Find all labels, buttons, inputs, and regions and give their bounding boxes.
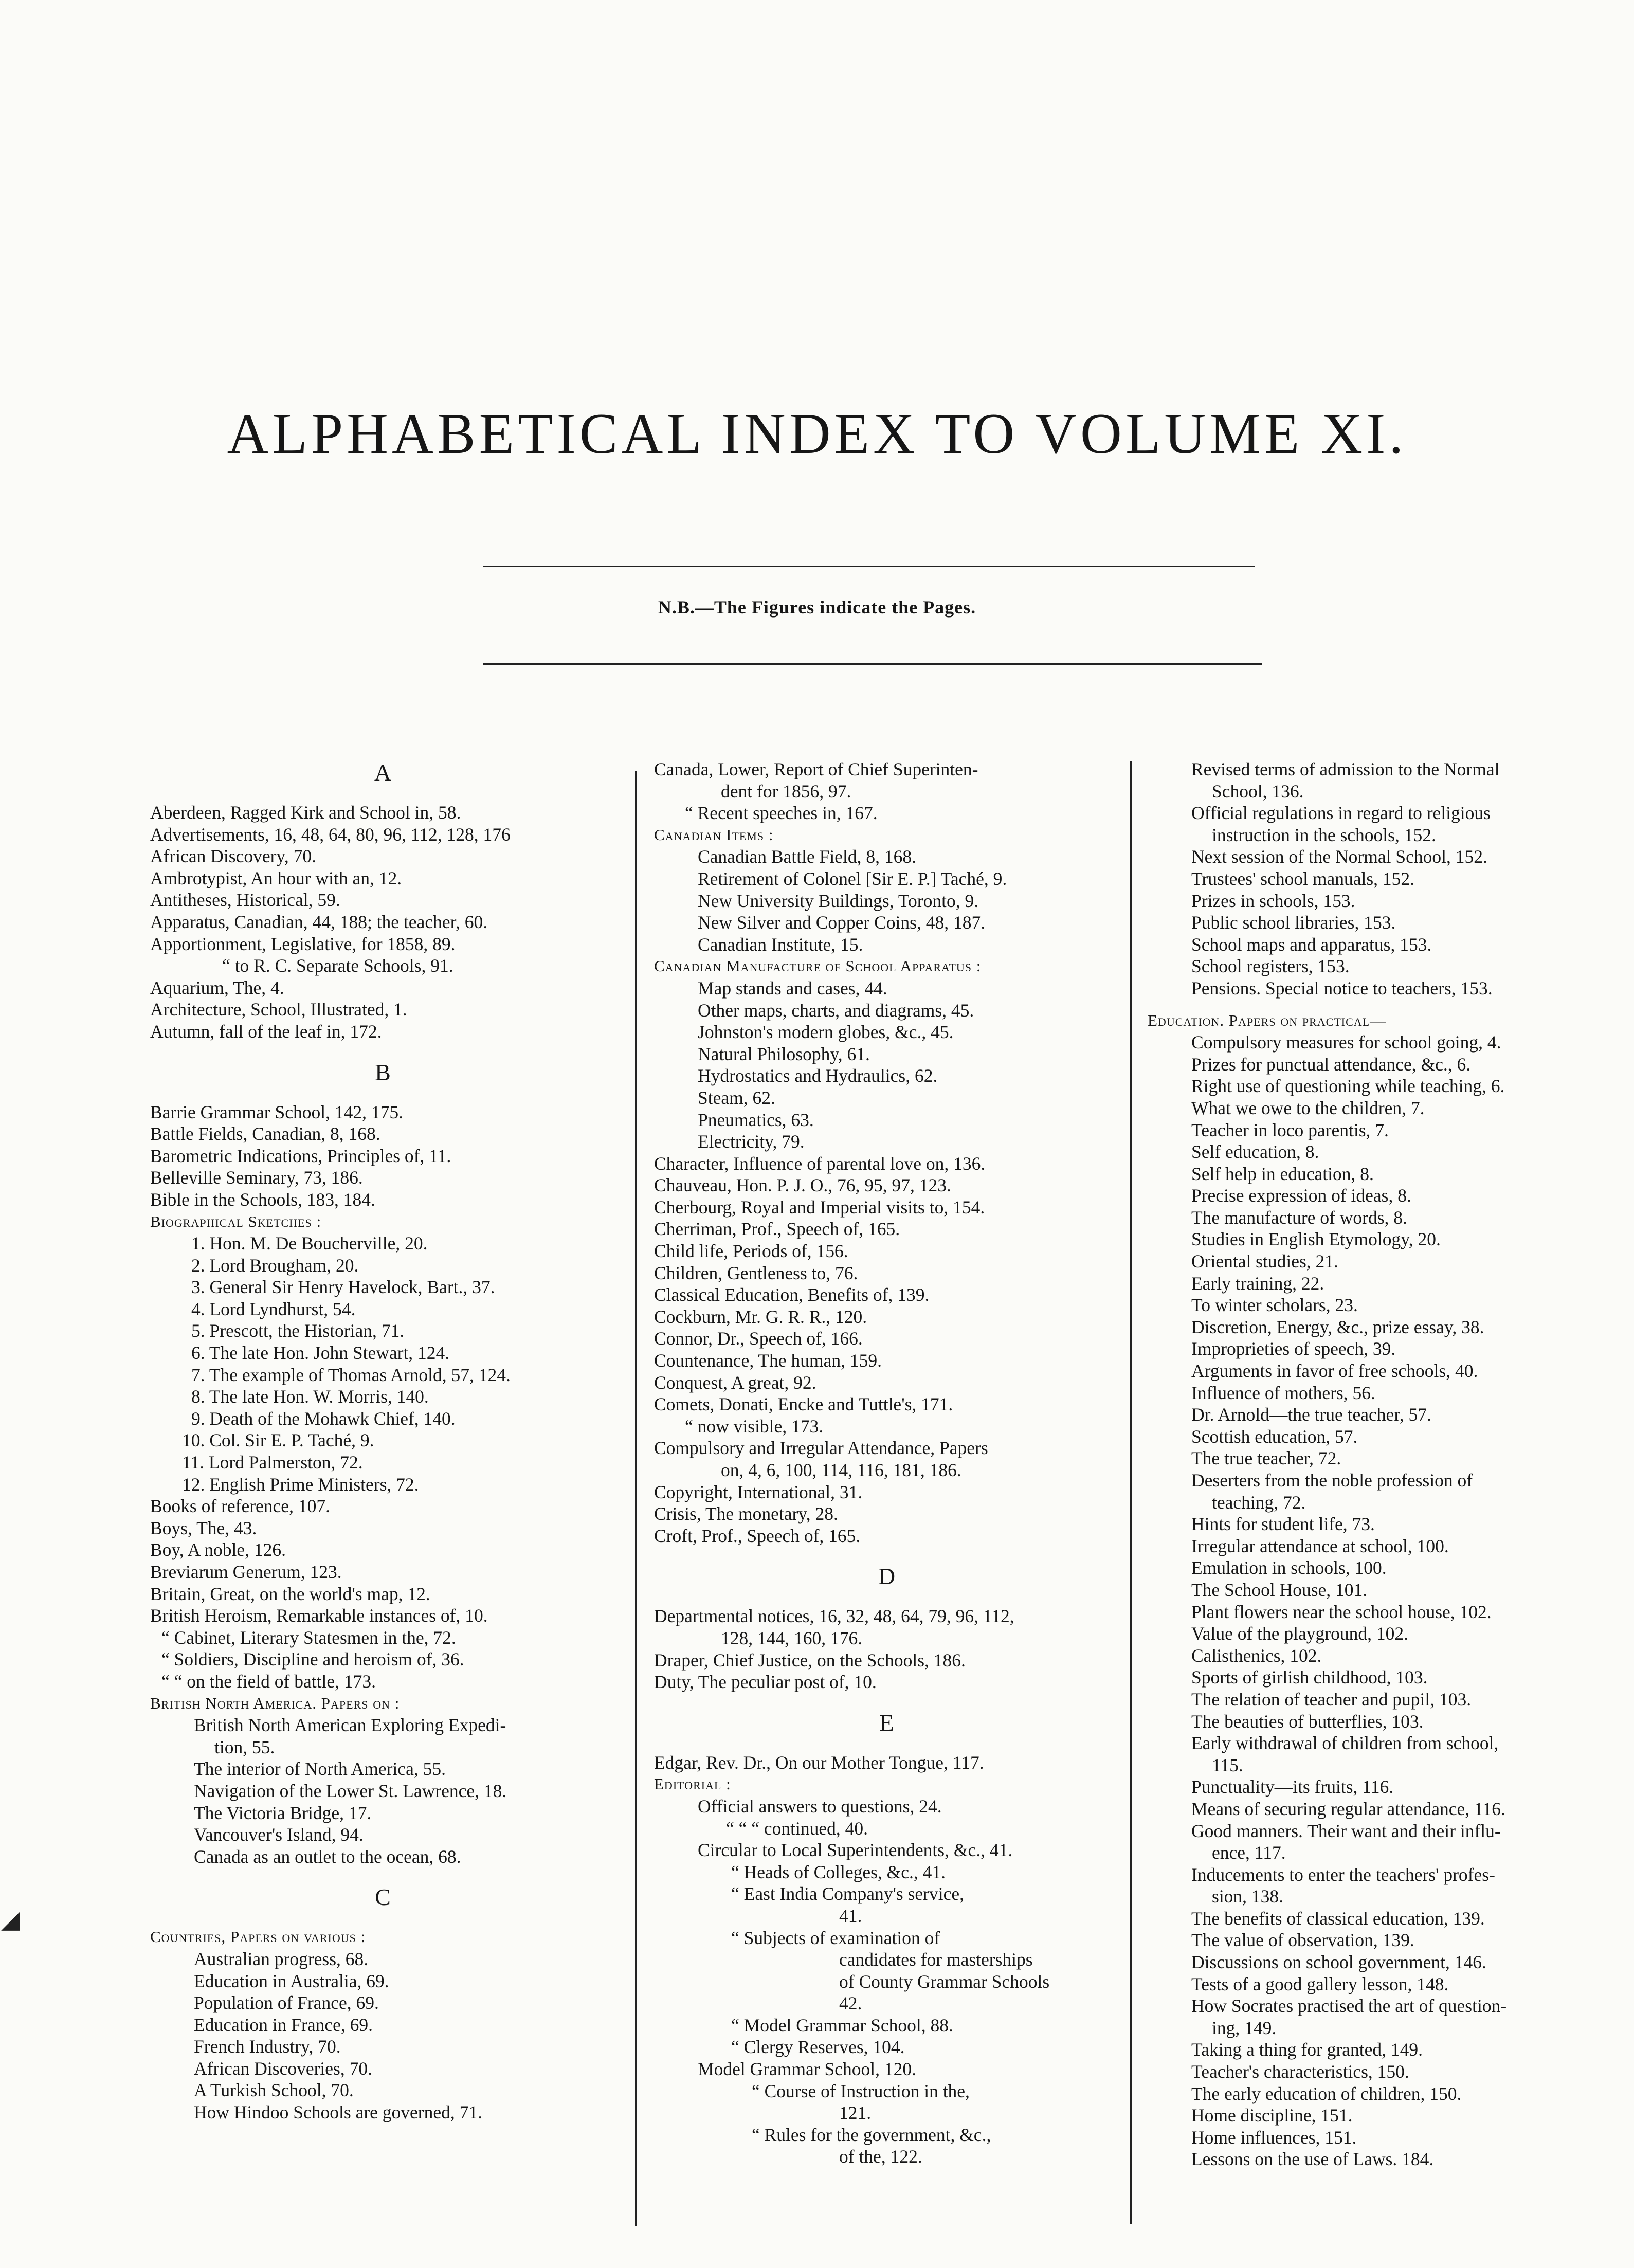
index-entry: 115. xyxy=(1212,1754,1243,1775)
index-entry: Other maps, charts, and diagrams, 45. xyxy=(698,1000,974,1021)
index-entry: Electricity, 79. xyxy=(698,1131,805,1152)
section-letter: E xyxy=(879,1709,894,1736)
index-entry: Dr. Arnold—the true teacher, 57. xyxy=(1191,1404,1431,1425)
index-entry: A Turkish School, 70. xyxy=(194,2080,354,2101)
index-entry: British North American Exploring Expedi- xyxy=(194,1715,506,1736)
index-entry: 41. xyxy=(839,1905,862,1926)
index-entry: Early withdrawal of children from school, xyxy=(1191,1733,1499,1754)
index-entry: Value of the playground, 102. xyxy=(1191,1623,1408,1644)
index-entry: “ Subjects of examination of xyxy=(731,1927,940,1948)
index-entry: Barrie Grammar School, 142, 175. xyxy=(150,1101,403,1122)
index-entry: The true teacher, 72. xyxy=(1191,1448,1341,1469)
index-column-1 xyxy=(150,758,615,2124)
index-entry: Arguments in favor of free schools, 40. xyxy=(1191,1360,1478,1382)
index-subheading: British North America. Papers on : xyxy=(150,1694,400,1712)
index-entry: tion, 55. xyxy=(214,1736,275,1757)
index-entry: 2. Lord Brougham, 20. xyxy=(191,1255,359,1276)
index-entry: Map stands and cases, 44. xyxy=(698,977,887,999)
index-entry: Education in France, 69. xyxy=(194,2014,373,2035)
index-entry: The School House, 101. xyxy=(1191,1579,1368,1600)
index-entry: Architecture, School, Illustrated, 1. xyxy=(150,999,407,1020)
column-divider xyxy=(635,771,637,2226)
index-entry: Conquest, A great, 92. xyxy=(654,1372,816,1393)
index-entry: Prizes for punctual attendance, &c., 6. xyxy=(1191,1054,1471,1075)
index-entry: Boy, A noble, 126. xyxy=(150,1539,286,1561)
index-entry: 9. Death of the Mohawk Chief, 140. xyxy=(191,1408,456,1429)
index-entry: Inducements to enter the teachers' profes- xyxy=(1191,1864,1495,1885)
index-entry: Pneumatics, 63. xyxy=(698,1109,814,1130)
index-entry: candidates for masterships xyxy=(839,1949,1033,1970)
index-entry: Early training, 22. xyxy=(1191,1273,1324,1294)
index-entry: Punctuality—its fruits, 116. xyxy=(1191,1776,1394,1798)
index-entry: The manufacture of words, 8. xyxy=(1191,1207,1407,1228)
index-entry: Calisthenics, 102. xyxy=(1191,1645,1322,1666)
index-entry: British Heroism, Remarkable instances of, 10. xyxy=(150,1605,488,1626)
index-entry: New University Buildings, Toronto, 9. xyxy=(698,890,979,911)
index-entry: Chauveau, Hon. P. J. O., 76, 95, 97, 123. xyxy=(654,1175,951,1196)
index-entry: 42. xyxy=(839,1993,862,2014)
index-entry: Apparatus, Canadian, 44, 188; the teacher, 60. xyxy=(150,911,488,932)
index-entry: Croft, Prof., Speech of, 165. xyxy=(654,1525,861,1546)
index-entry: Canada, Lower, Report of Chief Superinten- xyxy=(654,759,978,779)
index-entry: 4. Lord Lyndhurst, 54. xyxy=(191,1298,356,1319)
index-entry: Johnston's modern globes, &c., 45. xyxy=(698,1022,954,1043)
index-entry: School maps and apparatus, 153. xyxy=(1191,934,1432,955)
index-entry: “ “ on the field of battle, 173. xyxy=(161,1671,376,1692)
index-entry: How Socrates practised the art of question- xyxy=(1191,1995,1507,2017)
index-entry: Copyright, International, 31. xyxy=(654,1481,863,1502)
index-entry: Improprieties of speech, 39. xyxy=(1191,1338,1396,1359)
index-entry: “ Model Grammar School, 88. xyxy=(731,2015,953,2036)
index-entry: Comets, Donati, Encke and Tuttle's, 171. xyxy=(654,1394,953,1415)
index-entry: “ Soldiers, Discipline and heroism of, 36. xyxy=(161,1649,464,1670)
index-entry: 1. Hon. M. De Boucherville, 20. xyxy=(191,1233,428,1254)
index-entry: To winter scholars, 23. xyxy=(1191,1295,1358,1316)
index-entry: “ Cabinet, Literary Statesmen in the, 72. xyxy=(161,1627,456,1648)
index-entry: Self education, 8. xyxy=(1191,1141,1319,1163)
index-entry: “ “ “ continued, 40. xyxy=(726,1818,868,1839)
index-entry: “ Recent speeches in, 167. xyxy=(685,803,878,824)
index-entry: Pensions. Special notice to teachers, 153. xyxy=(1191,977,1493,999)
index-entry: Prizes in schools, 153. xyxy=(1191,890,1355,911)
index-entry: ing, 149. xyxy=(1212,2017,1277,2038)
index-entry: 12. English Prime Ministers, 72. xyxy=(182,1474,419,1495)
top-rule xyxy=(483,566,1255,567)
index-entry: of County Grammar Schools xyxy=(839,1971,1050,1992)
index-subheading: Education. Papers on practical— xyxy=(1148,1011,1387,1029)
pages-note: N.B.—The Figures indicate the Pages. xyxy=(658,597,976,618)
index-entry: on, 4, 6, 100, 114, 116, 181, 186. xyxy=(721,1460,961,1480)
index-entry: Apportionment, Legislative, for 1858, 89. xyxy=(150,933,456,954)
index-entry: Barometric Indications, Principles of, 11. xyxy=(150,1145,451,1166)
index-entry: French Industry, 70. xyxy=(194,2036,341,2057)
index-entry: Scottish education, 57. xyxy=(1191,1426,1358,1447)
index-entry: Studies in English Etymology, 20. xyxy=(1191,1229,1441,1250)
index-entry: Aquarium, The, 4. xyxy=(150,977,284,998)
index-entry: Good manners. Their want and their influ- xyxy=(1191,1820,1501,1841)
index-entry: 10. Col. Sir E. P. Taché, 9. xyxy=(182,1430,374,1451)
index-entry: 128, 144, 160, 176. xyxy=(721,1627,863,1648)
index-entry: Hints for student life, 73. xyxy=(1191,1514,1375,1535)
index-entry: Edgar, Rev. Dr., On our Mother Tongue, 117. xyxy=(654,1752,984,1773)
index-entry: Britain, Great, on the world's map, 12. xyxy=(150,1583,430,1604)
index-entry: Canadian Battle Field, 8, 168. xyxy=(698,846,916,867)
index-entry: Precise expression of ideas, 8. xyxy=(1191,1185,1411,1206)
index-entry: Duty, The peculiar post of, 10. xyxy=(654,1672,877,1693)
index-entry: How Hindoo Schools are governed, 71. xyxy=(194,2102,482,2123)
page-title: ALPHABETICAL INDEX TO VOLUME XI. xyxy=(227,402,1407,466)
index-entry: The beauties of butterflies, 103. xyxy=(1191,1711,1424,1732)
index-entry: Tests of a good gallery lesson, 148. xyxy=(1191,1973,1449,1994)
index-entry: The interior of North America, 55. xyxy=(194,1758,446,1780)
index-entry: Antitheses, Historical, 59. xyxy=(150,890,340,911)
index-entry: Vancouver's Island, 94. xyxy=(194,1824,364,1845)
index-entry: Means of securing regular attendance, 116. xyxy=(1191,1798,1505,1819)
section-letter: C xyxy=(375,1884,391,1911)
index-entry: Home discipline, 151. xyxy=(1191,2105,1353,2126)
index-entry: Connor, Dr., Speech of, 166. xyxy=(654,1328,863,1349)
index-entry: Cockburn, Mr. G. R. R., 120. xyxy=(654,1306,867,1327)
index-entry: Canada as an outlet to the ocean, 68. xyxy=(194,1846,461,1867)
index-entry: Plant flowers near the school house, 102. xyxy=(1191,1601,1492,1622)
index-entry: 121. xyxy=(839,2102,872,2124)
index-entry: Compulsory and Irregular Attendance, Papers xyxy=(654,1438,988,1459)
index-entry: Ambrotypist, An hour with an, 12. xyxy=(150,867,402,888)
index-entry: Cherriman, Prof., Speech of, 165. xyxy=(654,1219,900,1240)
index-entry: “ Heads of Colleges, &c., 41. xyxy=(731,1861,946,1882)
index-entry: Australian progress, 68. xyxy=(194,1948,369,1969)
index-entry: ence, 117. xyxy=(1212,1842,1286,1863)
index-entry: Oriental studies, 21. xyxy=(1191,1251,1338,1272)
index-subheading: Canadian Manufacture of School Apparatus : xyxy=(654,957,982,975)
index-entry: instruction in the schools, 152. xyxy=(1212,824,1436,845)
index-entry: Public school libraries, 153. xyxy=(1191,912,1396,933)
index-entry: Battle Fields, Canadian, 8, 168. xyxy=(150,1123,380,1145)
index-entry: “ to R. C. Separate Schools, 91. xyxy=(222,955,453,976)
index-entry: Cherbourg, Royal and Imperial visits to, 154. xyxy=(654,1196,985,1218)
index-entry: teaching, 72. xyxy=(1212,1492,1306,1513)
index-entry: 6. The late Hon. John Stewart, 124. xyxy=(191,1342,450,1364)
index-entry: Autumn, fall of the leaf in, 172. xyxy=(150,1021,382,1042)
bottom-rule xyxy=(483,663,1262,665)
index-entry: Advertisements, 16, 48, 64, 80, 96, 112, 128, 176 xyxy=(150,824,511,845)
index-entry: The early education of children, 150. xyxy=(1191,2083,1462,2104)
index-entry: Child life, Periods of, 156. xyxy=(654,1241,848,1262)
index-entry: Official regulations in regard to religious xyxy=(1191,803,1491,824)
index-entry: Home influences, 151. xyxy=(1191,2127,1357,2148)
index-entry: sion, 138. xyxy=(1212,1886,1284,1907)
index-entry: Aberdeen, Ragged Kirk and School in, 58. xyxy=(150,802,461,823)
index-entry: Children, Gentleness to, 76. xyxy=(654,1262,858,1283)
index-entry: Official answers to questions, 24. xyxy=(698,1795,942,1817)
spacer xyxy=(1148,1000,1613,1010)
index-entry: Crisis, The monetary, 28. xyxy=(654,1503,838,1525)
index-entry: Belleville Seminary, 73, 186. xyxy=(150,1167,363,1188)
index-entry: Natural Philosophy, 61. xyxy=(698,1043,870,1064)
index-entry: School registers, 153. xyxy=(1191,956,1350,977)
section-letter: D xyxy=(878,1563,896,1590)
index-entry: Right use of questioning while teaching, 6. xyxy=(1191,1076,1505,1097)
index-entry: 5. Prescott, the Historian, 71. xyxy=(191,1320,405,1341)
index-entry: “ Course of Instruction in the, xyxy=(752,2080,970,2101)
index-entry: 7. The example of Thomas Arnold, 57, 124. xyxy=(191,1364,511,1385)
index-entry: “ now visible, 173. xyxy=(685,1416,824,1437)
index-entry: Irregular attendance at school, 100. xyxy=(1191,1535,1449,1556)
index-entry: Steam, 62. xyxy=(698,1087,775,1108)
index-entry: Model Grammar School, 120. xyxy=(698,2059,916,2080)
index-entry: African Discovery, 70. xyxy=(150,846,317,867)
index-entry: Next session of the Normal School, 152. xyxy=(1191,846,1487,867)
index-entry: Deserters from the noble profession of xyxy=(1191,1470,1473,1491)
index-entry: The relation of teacher and pupil, 103. xyxy=(1191,1689,1472,1710)
index-entry: New Silver and Copper Coins, 48, 187. xyxy=(698,912,986,933)
index-entry: Teacher in loco parentis, 7. xyxy=(1191,1119,1389,1140)
index-entry: 3. General Sir Henry Havelock, Bart., 37. xyxy=(191,1277,495,1298)
index-entry: Population of France, 69. xyxy=(194,1992,379,2013)
column-divider xyxy=(1130,761,1132,2224)
margin-mark-icon: ◢ xyxy=(1,1906,20,1933)
index-entry: Sports of girlish childhood, 103. xyxy=(1191,1667,1428,1688)
index-entry: Classical Education, Benefits of, 139. xyxy=(654,1284,930,1305)
index-entry: 11. Lord Palmerston, 72. xyxy=(182,1452,363,1473)
index-entry: Discussions on school government, 146. xyxy=(1191,1952,1486,1973)
index-entry: Trustees' school manuals, 152. xyxy=(1191,868,1415,889)
index-entry: Countenance, The human, 159. xyxy=(654,1350,882,1371)
index-entry: The benefits of classical education, 139. xyxy=(1191,1908,1485,1929)
index-entry: dent for 1856, 97. xyxy=(721,781,851,802)
index-entry: School, 136. xyxy=(1212,781,1304,802)
index-entry: Bible in the Schools, 183, 184. xyxy=(150,1189,375,1210)
index-entry: Compulsory measures for school going, 4. xyxy=(1191,1032,1501,1053)
section-letter: B xyxy=(375,1059,391,1085)
index-entry: Character, Influence of parental love on, 136. xyxy=(654,1153,986,1174)
index-entry: Boys, The, 43. xyxy=(150,1517,257,1538)
index-entry: The value of observation, 139. xyxy=(1191,1930,1414,1951)
index-subheading: Editorial : xyxy=(654,1775,731,1793)
index-entry: “ Rules for the government, &c., xyxy=(752,2124,991,2145)
index-entry: Education in Australia, 69. xyxy=(194,1970,389,1991)
index-entry: Teacher's characteristics, 150. xyxy=(1191,2061,1409,2082)
index-entry: Discretion, Energy, &c., prize essay, 38. xyxy=(1191,1316,1484,1337)
index-subheading: Countries, Papers on various : xyxy=(150,1928,366,1946)
index-entry: Books of reference, 107. xyxy=(150,1496,330,1517)
index-entry: Retirement of Colonel [Sir E. P.] Taché, 9. xyxy=(698,868,1007,889)
index-entry: 8. The late Hon. W. Morris, 140. xyxy=(191,1386,429,1407)
index-column-3 xyxy=(1148,758,1613,2170)
index-entry: Self help in education, 8. xyxy=(1191,1163,1374,1184)
index-entry: Influence of mothers, 56. xyxy=(1191,1382,1375,1403)
index-entry: Lessons on the use of Laws. 184. xyxy=(1191,2149,1434,2170)
index-entry: What we owe to the children, 7. xyxy=(1191,1097,1425,1118)
index-entry: “ East India Company's service, xyxy=(731,1883,964,1904)
index-entry: Draper, Chief Justice, on the Schools, 186. xyxy=(654,1649,966,1671)
index-entry: Breviarum Generum, 123. xyxy=(150,1562,342,1582)
index-entry: Hydrostatics and Hydraulics, 62. xyxy=(698,1065,938,1086)
index-entry: Navigation of the Lower St. Lawrence, 18. xyxy=(194,1780,507,1801)
index-entry: of the, 122. xyxy=(839,2146,922,2167)
index-entry: African Discoveries, 70. xyxy=(194,2058,372,2079)
index-entry: Departmental notices, 16, 32, 48, 64, 79, 96, 112, xyxy=(654,1606,1014,1627)
index-entry: The Victoria Bridge, 17. xyxy=(194,1802,372,1823)
index-entry: “ Clergy Reserves, 104. xyxy=(731,2037,905,2058)
index-subheading: Biographical Sketches : xyxy=(150,1212,322,1230)
index-entry: Taking a thing for granted, 149. xyxy=(1191,2039,1423,2060)
index-entry: Revised terms of admission to the Normal xyxy=(1191,759,1500,779)
index-entry: Emulation in schools, 100. xyxy=(1191,1557,1387,1578)
index-column-2 xyxy=(654,758,1119,2168)
section-letter: A xyxy=(374,759,392,786)
index-entry: Circular to Local Superintendents, &c., 41. xyxy=(698,1840,1013,1861)
index-entry: Canadian Institute, 15. xyxy=(698,934,863,955)
index-subheading: Canadian Items : xyxy=(654,825,774,844)
